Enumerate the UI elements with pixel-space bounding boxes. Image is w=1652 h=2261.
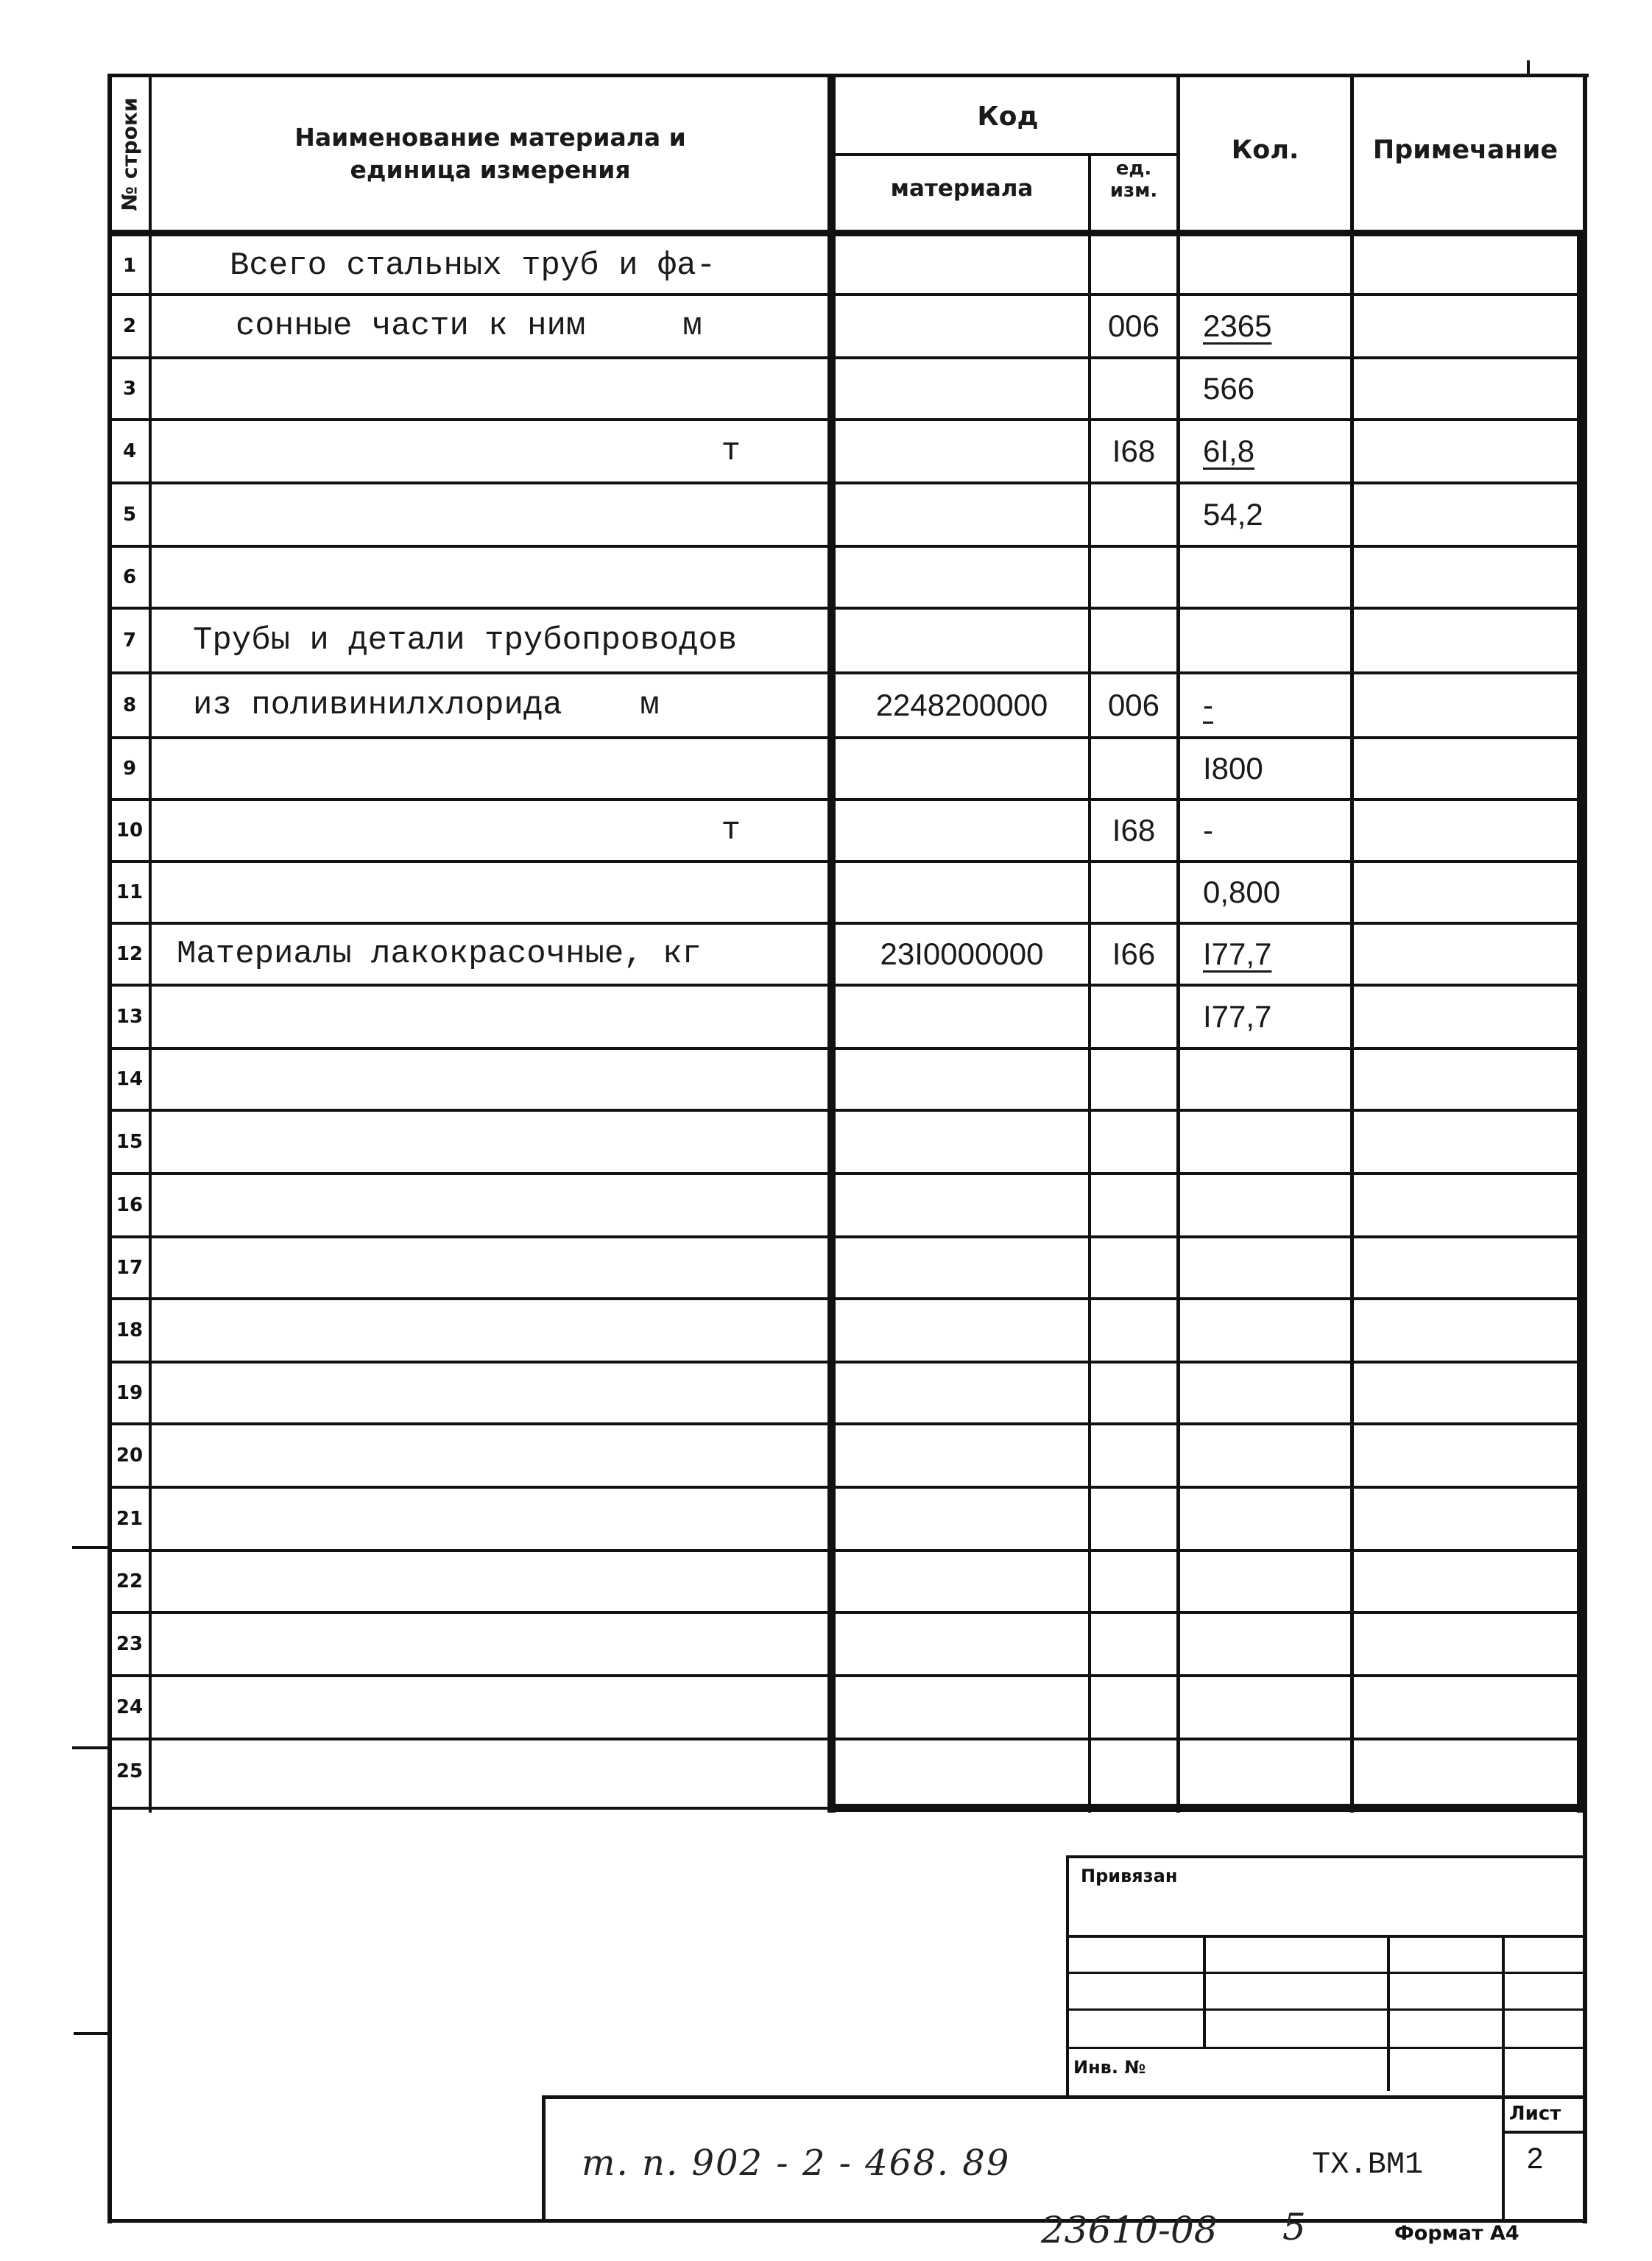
name-header-line2: единица измерения: [350, 155, 631, 184]
row-quantity: [1203, 546, 1350, 608]
row-name: [177, 985, 810, 1048]
name-header-line1: Наименование материала и: [294, 123, 686, 152]
qty-header: Кол.: [1231, 135, 1299, 165]
row-name: [177, 1362, 810, 1424]
row-name: из поливинилхлорида м: [193, 687, 660, 724]
row-quantity: [1203, 800, 1350, 861]
row-quantity-value: -: [1203, 688, 1213, 722]
doc-box-left: [542, 2095, 546, 2221]
row-number: 21: [116, 1508, 144, 1530]
row-number: 7: [122, 629, 137, 652]
row-unit-code: [1091, 1174, 1176, 1237]
row-name: [177, 1174, 810, 1237]
margin-tick-2: [72, 1746, 112, 1749]
code-header: Код: [977, 102, 1039, 132]
row-quantity: [1203, 1237, 1350, 1299]
row-quantity: [1203, 1551, 1350, 1612]
row-name: т: [721, 433, 741, 470]
row-material-code: [836, 294, 1088, 358]
stamp-line-d: [1067, 2047, 1587, 2049]
row-unit-code: 006: [1107, 308, 1160, 343]
row-quantity: [1203, 294, 1350, 358]
row-quantity: [1203, 1048, 1350, 1110]
row-name: сонные части к ним м: [236, 308, 702, 345]
row-number: 9: [122, 758, 137, 780]
unit-header-line1: ед.: [1115, 158, 1152, 180]
table-right-thick: [1577, 230, 1586, 1813]
row-number: 12: [116, 943, 144, 965]
row-number: 23: [116, 1633, 144, 1655]
row-number: 4: [122, 440, 137, 462]
row-unit-code: [1091, 1299, 1176, 1362]
row-quantity: [1203, 1487, 1350, 1551]
row-material-code: [836, 1299, 1088, 1362]
row-number: 5: [122, 504, 137, 526]
code-subheader-line: [832, 153, 1179, 156]
row-number: 1: [122, 254, 137, 277]
row-name: [177, 1487, 810, 1551]
sheet-code: ТХ.ВМ1: [1312, 2147, 1424, 2182]
row-quantity: [1203, 608, 1350, 673]
row-name: [177, 1612, 810, 1676]
row-unit-code: [1091, 1237, 1176, 1299]
row-material-code: [836, 1048, 1088, 1110]
row-quantity: [1203, 483, 1350, 546]
bound-label: Привязан: [1081, 1866, 1178, 1886]
row-material-code: [836, 1551, 1088, 1612]
row-number-header: № строки: [117, 96, 142, 211]
row-number: 10: [116, 819, 144, 842]
row-quantity: [1203, 1424, 1350, 1487]
code-material-header: материала: [890, 175, 1034, 202]
format-label: Формат А4: [1394, 2222, 1519, 2245]
row-name: [177, 1676, 810, 1739]
stamp-line-a: [1067, 1935, 1587, 1938]
row-quantity-value: 54,2: [1203, 497, 1263, 532]
row-number: 6: [122, 566, 137, 588]
row-name: [177, 1048, 810, 1110]
row-material-code: [836, 1362, 1088, 1424]
row-unit-code: [1091, 985, 1176, 1048]
row-number: 14: [116, 1068, 144, 1090]
row-unit-code: I68: [1112, 813, 1156, 847]
row-quantity: [1203, 420, 1350, 483]
row-name: Материалы лакокрасочные, кг: [177, 936, 702, 973]
row-name: [177, 546, 810, 608]
row-name: т: [721, 812, 741, 849]
row-unit-code: [1091, 1487, 1176, 1551]
row-name: [177, 1551, 810, 1612]
stamp-vert-3: [1502, 1935, 1505, 2221]
row-quantity-value: 2365: [1203, 308, 1272, 343]
row-name: [177, 483, 810, 546]
row-name: [177, 1424, 810, 1487]
row-unit-code: I68: [1112, 434, 1156, 468]
row-material-code: [836, 861, 1088, 923]
row-number: 18: [116, 1319, 144, 1341]
stamp-bound-left: [1066, 1855, 1069, 2097]
row-material-code: [836, 608, 1088, 673]
row-name: Всего стальных труб и фа-: [230, 247, 716, 284]
doc-code: т. п. 902 - 2 - 468. 89: [582, 2142, 1011, 2184]
doc-box-top: [543, 2095, 1587, 2099]
row-material-code: [836, 546, 1088, 608]
row-quantity: [1203, 1362, 1350, 1424]
row-quantity: [1203, 1110, 1350, 1174]
sheet-label-line: [1502, 2131, 1587, 2134]
row-number: 2: [122, 315, 137, 337]
row-name: [177, 1237, 810, 1299]
row-number: 17: [116, 1257, 144, 1279]
row-material-code: [836, 483, 1088, 546]
row-unit-code: [1091, 861, 1176, 923]
row-unit-code: [1091, 1424, 1176, 1487]
row-name: [177, 358, 810, 420]
row-unit-code: [1091, 1551, 1176, 1612]
row-material-code: [836, 1739, 1088, 1804]
row-quantity-value: I77,7: [1203, 999, 1272, 1034]
row-material-code: [836, 1237, 1088, 1299]
row-number: 13: [116, 1006, 144, 1028]
row-material-code: [836, 1174, 1088, 1237]
row-number: 3: [122, 378, 137, 400]
row-unit-code: [1091, 1110, 1176, 1174]
stamp-vert-1: [1203, 1935, 1206, 2047]
row-number: 8: [122, 694, 137, 716]
row-quantity: [1203, 358, 1350, 420]
row-unit-code: 006: [1107, 688, 1160, 722]
row-number: 11: [116, 881, 144, 903]
row-material-code: [836, 1110, 1088, 1174]
row-quantity: [1203, 923, 1350, 985]
frame-bottom: [107, 2219, 1587, 2223]
row-quantity: [1203, 861, 1350, 923]
row-unit-code: [1091, 1676, 1176, 1739]
row-quantity-value: 566: [1203, 371, 1255, 406]
row-quantity-value: I77,7: [1203, 937, 1272, 971]
row-unit-code: I66: [1112, 937, 1156, 971]
row-unit-code: [1091, 236, 1176, 294]
inv-number-label: Инв. №: [1073, 2057, 1146, 2078]
row-material-code: [836, 358, 1088, 420]
row-number: 25: [116, 1760, 144, 1782]
row-quantity: [1203, 985, 1350, 1048]
table-bottom: [107, 1807, 836, 1810]
row-number: 20: [116, 1445, 144, 1467]
row-quantity-value: I800: [1203, 751, 1263, 786]
row-material-code: [836, 985, 1088, 1048]
row-material-code: [836, 800, 1088, 861]
unit-header-line2: изм.: [1109, 180, 1158, 202]
stamp-line-b: [1067, 1972, 1587, 1974]
row-material-code: [836, 1487, 1088, 1551]
row-quantity: [1203, 738, 1350, 800]
row-unit-code: [1091, 738, 1176, 800]
row-name: Трубы и детали трубопроводов: [193, 622, 738, 659]
row-unit-code: [1091, 358, 1176, 420]
row-material-code: [836, 1424, 1088, 1487]
row-quantity: [1203, 673, 1350, 738]
row-number: 15: [116, 1131, 144, 1153]
stamp-line-c: [1067, 2008, 1587, 2011]
code-unit-header: [1091, 158, 1176, 202]
row-number: 22: [116, 1570, 144, 1592]
row-quantity: [1203, 236, 1350, 294]
row-name: [177, 738, 810, 800]
row-name: [177, 1299, 810, 1362]
row-material-code: [836, 420, 1088, 483]
row-name: [177, 1739, 810, 1804]
row-number: 24: [116, 1696, 144, 1718]
row-quantity: [1203, 1174, 1350, 1237]
sheet-number: 2: [1527, 2142, 1544, 2175]
row-material-code: [836, 1676, 1088, 1739]
corner-tick: [1527, 60, 1530, 77]
row-unit-code: [1091, 608, 1176, 673]
table-bottom-thick: [827, 1804, 1586, 1812]
archive-sheet: 5: [1282, 2206, 1306, 2248]
note-header: Примечание: [1372, 135, 1559, 165]
row-quantity: [1203, 1739, 1350, 1804]
row-unit-code: [1091, 1362, 1176, 1424]
header-bottom: [107, 230, 1587, 236]
row-quantity-value: -: [1203, 813, 1213, 847]
row-material-code: 23I0000000: [880, 937, 1044, 971]
archive-number: 23610-08: [1041, 2209, 1218, 2251]
margin-tick-1: [72, 1546, 112, 1549]
frame-top: [109, 74, 1589, 77]
stamp-bound-top: [1067, 1855, 1587, 1858]
stamp-vert-2: [1387, 1935, 1390, 2091]
row-number: 19: [116, 1382, 144, 1404]
row-name: [177, 1110, 810, 1174]
row-material-code: 2248200000: [875, 688, 1048, 722]
row-quantity-value: 6I,8: [1203, 434, 1255, 468]
margin-tick-3: [74, 2032, 112, 2035]
row-quantity: [1203, 1676, 1350, 1739]
row-quantity: [1203, 1299, 1350, 1362]
row-name: [177, 861, 810, 923]
name-column-header: [152, 121, 829, 186]
row-number: 16: [116, 1194, 144, 1216]
row-unit-code: [1091, 1612, 1176, 1676]
row-unit-code: [1091, 1739, 1176, 1804]
sheet-label: Лист: [1509, 2103, 1561, 2125]
row-unit-code: [1091, 546, 1176, 608]
row-quantity: [1203, 1612, 1350, 1676]
row-unit-code: [1091, 483, 1176, 546]
row-material-code: [836, 738, 1088, 800]
row-material-code: [836, 236, 1088, 294]
row-material-code: [836, 1612, 1088, 1676]
row-unit-code: [1091, 1048, 1176, 1110]
row-quantity-value: 0,800: [1203, 875, 1281, 909]
